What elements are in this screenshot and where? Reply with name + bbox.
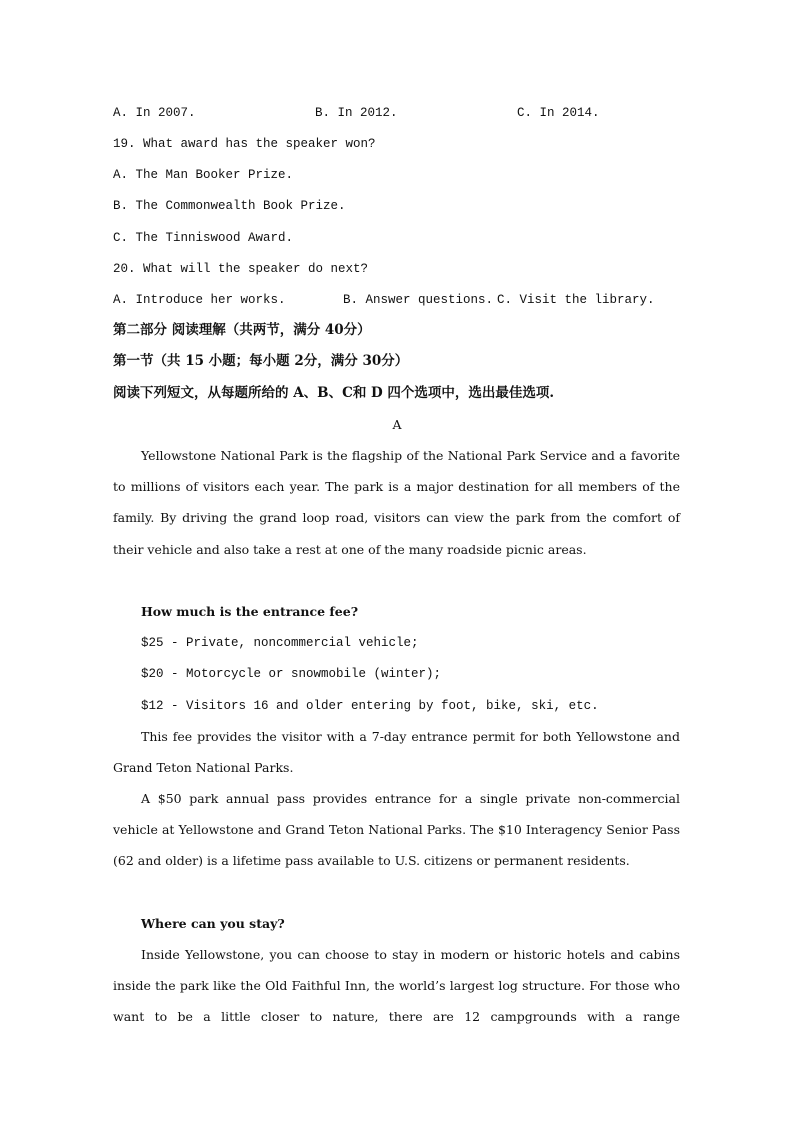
passage-intro-text: Yellowstone National Park is the flagship of the National Park Service and a favorite to millions of visitors each year. The park is a major destination for all members of the family. By driving the grand loop road, visitors can view the park from the comfort of their vehicle and also take a rest at one of the many roadside picnic areas. bbox=[113, 448, 680, 557]
q19-question: 19. What award has the speaker won? bbox=[113, 137, 376, 151]
q19-option-c: C. The Tinniswood Award. bbox=[113, 231, 294, 245]
fee-item-1: $25 - Private, noncommercial vehicle; bbox=[141, 636, 419, 650]
q20-option-b: B. Answer questions. bbox=[343, 293, 494, 307]
section-title: 第二部分 阅读理解（共两节，满分 40分） bbox=[113, 322, 371, 338]
q18-option-c: C. In 2014. bbox=[517, 106, 600, 120]
q20-question: 20. What will the speaker do next? bbox=[113, 262, 369, 276]
q18-option-a: A. In 2007. bbox=[113, 106, 196, 120]
q18-option-b: B. In 2012. bbox=[315, 106, 398, 120]
annual-pass-paragraph bbox=[113, 783, 680, 877]
fee-heading: How much is the entrance fee? bbox=[141, 604, 359, 619]
permit-paragraph bbox=[113, 721, 680, 783]
passage-label: A bbox=[392, 417, 402, 432]
q19-option-b: B. The Commonwealth Book Prize. bbox=[113, 199, 346, 213]
q20-option-c: C. Visit the library. bbox=[497, 293, 655, 307]
annual-pass-text: A $50 park annual pass provides entrance for a single private non-commercial vehicle at Yellowstone and Grand Teton National Parks. The $10 Interagency Senior Pass (62 and older) is a lifetime pass available to U.S. citizens or permanent residents. bbox=[113, 791, 680, 869]
stay-text: Inside Yellowstone, you can choose to stay in modern or historic hotels and cabins inside the park like the Old Faithful Inn, the world’s largest log structure. For those who want to be a little closer to nature, there are 12 campgrounds with a range bbox=[113, 947, 680, 1025]
fee-item-2: $20 - Motorcycle or snowmobile (winter); bbox=[141, 667, 442, 681]
q19-option-a: A. The Man Booker Prize. bbox=[113, 168, 294, 182]
stay-paragraph bbox=[113, 939, 680, 1033]
section-subtitle: 第一节（共 15 小题；每小题 2分，满分 30分） bbox=[113, 353, 409, 369]
q20-option-a: A. Introduce her works. bbox=[113, 293, 286, 307]
fee-item-3: $12 - Visitors 16 and older entering by foot, bike, ski, etc. bbox=[141, 699, 599, 713]
stay-heading: Where can you stay? bbox=[141, 916, 285, 931]
section-instruction: 阅读下列短文，从每题所给的 A、B、C和 D 四个选项中，选出最佳选项. bbox=[113, 385, 555, 401]
passage-intro bbox=[113, 440, 680, 565]
permit-text: This fee provides the visitor with a 7-day entrance permit for both Yellowstone and Grand Teton National Parks. bbox=[113, 729, 680, 776]
